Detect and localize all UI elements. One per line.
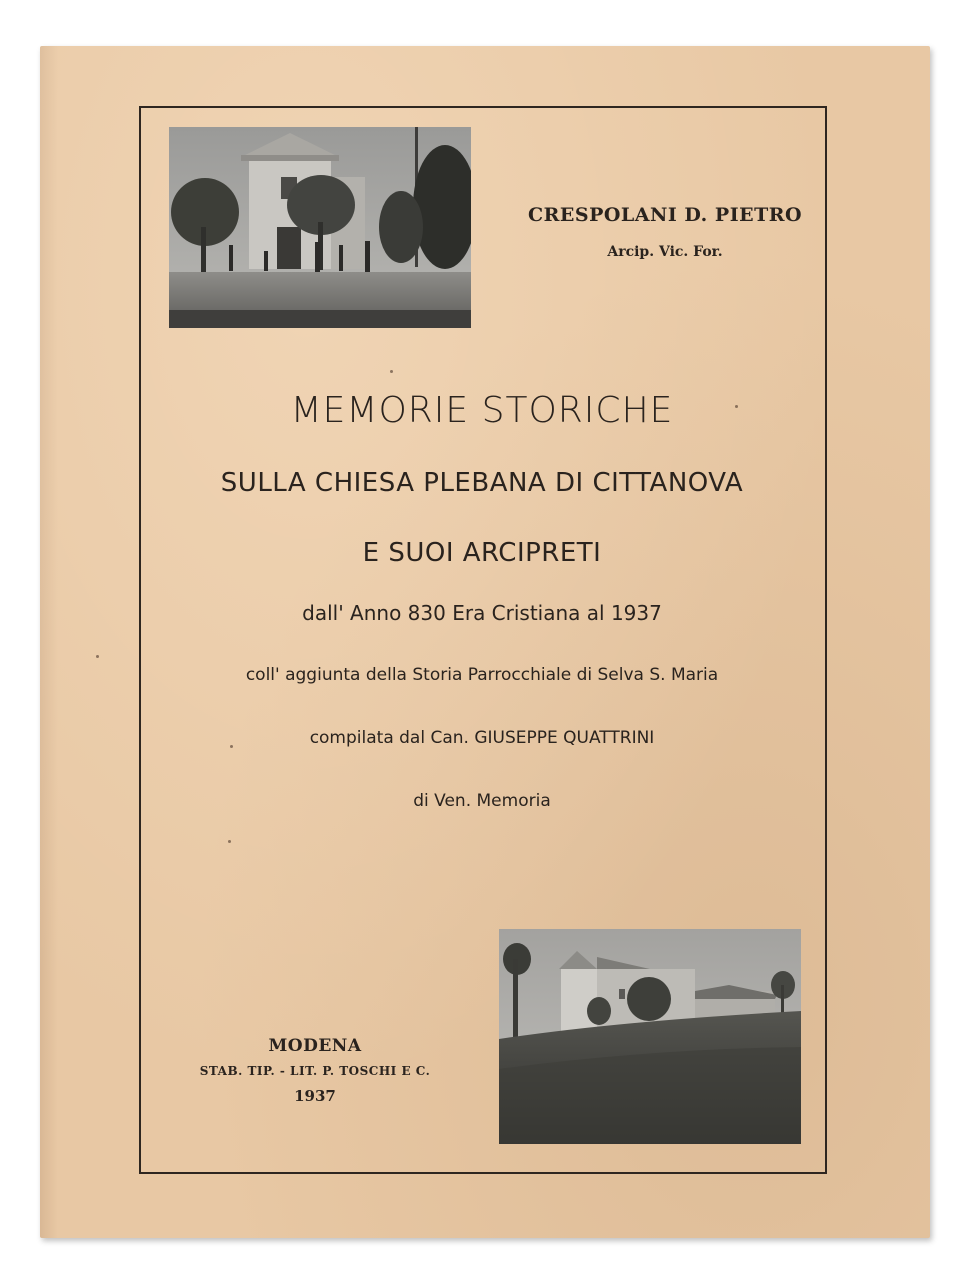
paper-speck bbox=[390, 370, 393, 373]
paper-speck bbox=[230, 745, 233, 748]
church-square-photo bbox=[169, 127, 471, 328]
hillside-church-photo bbox=[499, 929, 801, 1144]
addition-line: coll' aggiunta della Storia Parrocchiale di Selva S. Maria bbox=[245, 665, 719, 685]
period-line: dall' Anno 830 Era Cristiana al 1937 bbox=[302, 601, 662, 625]
publisher-name: STAB. TIP. - LIT. P. TOSCHI E C. bbox=[199, 1064, 431, 1078]
compiled-by-line: compilata dal Can. GIUSEPPE QUATTRINI bbox=[309, 728, 655, 748]
book-subtitle-line-1: SULLA CHIESA PLEBANA DI CITTANOVA bbox=[220, 468, 744, 498]
author-name: CRESPOLANI D. PIETRO bbox=[527, 204, 803, 226]
publisher-city: MODENA bbox=[268, 1036, 362, 1056]
book-title: MEMORIE STORICHE bbox=[290, 390, 674, 431]
memoria-line: di Ven. Memoria bbox=[413, 791, 551, 811]
publisher-year: 1937 bbox=[294, 1087, 336, 1105]
paper-speck bbox=[96, 655, 99, 658]
paper-speck bbox=[228, 840, 231, 843]
book-subtitle-line-2: E SUOI ARCIPRETI bbox=[362, 538, 602, 568]
author-role: Arcip. Vic. For. bbox=[607, 244, 723, 260]
paper-speck bbox=[735, 405, 738, 408]
